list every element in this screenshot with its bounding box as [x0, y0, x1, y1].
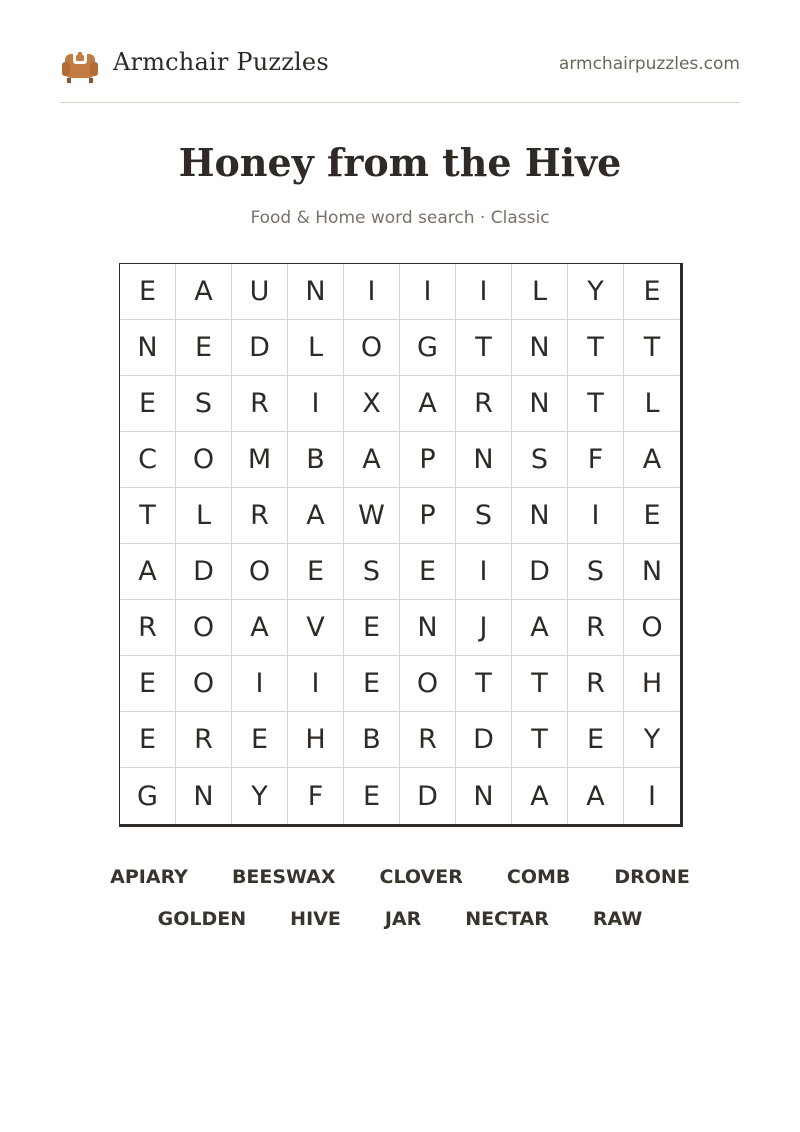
grid-cell[interactable]: I: [456, 544, 512, 600]
grid-cell[interactable]: R: [400, 712, 456, 768]
grid-cell[interactable]: E: [624, 264, 680, 320]
grid-cell[interactable]: R: [568, 656, 624, 712]
word-item: CLOVER: [379, 866, 463, 888]
grid-cell[interactable]: F: [288, 768, 344, 824]
grid-cell[interactable]: T: [568, 376, 624, 432]
grid-cell[interactable]: T: [568, 320, 624, 376]
grid-cell[interactable]: E: [176, 320, 232, 376]
grid-cell[interactable]: I: [344, 264, 400, 320]
grid-cell[interactable]: P: [400, 488, 456, 544]
grid-cell[interactable]: O: [344, 320, 400, 376]
grid-cell[interactable]: N: [456, 768, 512, 824]
word-item: HIVE: [290, 908, 341, 930]
grid-cell[interactable]: N: [512, 320, 568, 376]
grid-cell[interactable]: O: [232, 544, 288, 600]
grid-cell[interactable]: D: [232, 320, 288, 376]
grid-cell[interactable]: A: [568, 768, 624, 824]
grid-cell[interactable]: J: [456, 600, 512, 656]
grid-cell[interactable]: L: [176, 488, 232, 544]
word-item: JAR: [384, 908, 422, 930]
grid-cell[interactable]: E: [120, 264, 176, 320]
word-list: [100, 856, 700, 940]
brand-name: Armchair Puzzles: [113, 48, 329, 76]
grid-cell[interactable]: A: [288, 488, 344, 544]
grid-cell[interactable]: L: [512, 264, 568, 320]
grid-cell[interactable]: A: [120, 544, 176, 600]
grid-cell[interactable]: T: [624, 320, 680, 376]
grid-cell[interactable]: T: [512, 712, 568, 768]
grid-cell[interactable]: R: [456, 376, 512, 432]
grid-cell[interactable]: I: [400, 264, 456, 320]
grid-cell[interactable]: G: [400, 320, 456, 376]
grid-cell[interactable]: F: [568, 432, 624, 488]
grid-cell[interactable]: S: [568, 544, 624, 600]
letter-grid[interactable]: [119, 263, 683, 827]
grid-cell[interactable]: D: [400, 768, 456, 824]
grid-cell[interactable]: R: [176, 712, 232, 768]
grid-cell[interactable]: B: [288, 432, 344, 488]
grid-cell[interactable]: C: [120, 432, 176, 488]
grid-cell[interactable]: H: [624, 656, 680, 712]
word-item: COMB: [506, 866, 571, 888]
grid-cell[interactable]: N: [512, 488, 568, 544]
grid-cell[interactable]: U: [232, 264, 288, 320]
grid-cell[interactable]: Y: [624, 712, 680, 768]
grid-cell[interactable]: E: [400, 544, 456, 600]
grid-cell[interactable]: L: [288, 320, 344, 376]
word-item: RAW: [592, 908, 643, 930]
grid-cell[interactable]: E: [120, 656, 176, 712]
grid-cell[interactable]: D: [512, 544, 568, 600]
grid-cell[interactable]: S: [176, 376, 232, 432]
grid-cell[interactable]: N: [456, 432, 512, 488]
site-url[interactable]: armchairpuzzles.com: [558, 54, 740, 74]
grid-cell[interactable]: T: [456, 320, 512, 376]
armchair-icon: [62, 48, 98, 84]
grid-cell[interactable]: A: [176, 264, 232, 320]
word-list-row: [100, 856, 700, 898]
grid-cell[interactable]: E: [288, 544, 344, 600]
grid-cell[interactable]: R: [232, 376, 288, 432]
grid-cell[interactable]: O: [624, 600, 680, 656]
grid-cell[interactable]: P: [400, 432, 456, 488]
grid-cell[interactable]: O: [176, 600, 232, 656]
grid-cell[interactable]: Y: [232, 768, 288, 824]
grid-cell[interactable]: D: [176, 544, 232, 600]
grid-cell[interactable]: A: [400, 376, 456, 432]
grid-cell[interactable]: N: [512, 376, 568, 432]
grid-cell[interactable]: N: [176, 768, 232, 824]
grid-cell[interactable]: A: [512, 768, 568, 824]
grid-cell[interactable]: B: [344, 712, 400, 768]
grid-cell[interactable]: H: [288, 712, 344, 768]
grid-cell[interactable]: I: [648, 780, 656, 812]
grid-cell[interactable]: E: [120, 376, 176, 432]
word-item: DRONE: [614, 866, 690, 888]
grid-cell[interactable]: V: [288, 600, 344, 656]
grid-cell[interactable]: E: [232, 712, 288, 768]
grid-cell[interactable]: E: [344, 768, 400, 824]
grid-cell[interactable]: T: [120, 488, 176, 544]
grid-cell[interactable]: N: [288, 264, 344, 320]
grid-cell[interactable]: E: [624, 488, 680, 544]
grid-cell[interactable]: A: [232, 600, 288, 656]
grid-cell[interactable]: R: [568, 600, 624, 656]
puzzle-subtitle: Food & Home word search · Classic: [250, 208, 550, 228]
grid-cell[interactable]: O: [176, 656, 232, 712]
word-item: NECTAR: [465, 908, 549, 930]
grid-cell[interactable]: A: [512, 600, 568, 656]
grid-cell[interactable]: W: [344, 488, 400, 544]
grid-cell[interactable]: N: [624, 544, 680, 600]
grid-cell[interactable]: N: [120, 320, 176, 376]
grid-cell[interactable]: G: [120, 768, 176, 824]
grid-cell[interactable]: S: [344, 544, 400, 600]
grid-cell[interactable]: I: [456, 264, 512, 320]
grid-cell[interactable]: X: [344, 376, 400, 432]
puzzle-title: Honey from the Hive: [178, 140, 622, 185]
grid-cell[interactable]: Y: [568, 264, 624, 320]
grid-cell[interactable]: R: [232, 488, 288, 544]
grid-cell[interactable]: A: [624, 432, 680, 488]
grid-cell[interactable]: I: [232, 656, 288, 712]
grid-cell[interactable]: N: [400, 600, 456, 656]
word-item: GOLDEN: [157, 908, 247, 930]
grid-cell[interactable]: D: [456, 712, 512, 768]
grid-cell[interactable]: S: [456, 488, 512, 544]
grid-cell[interactable]: M: [232, 432, 288, 488]
grid-cell[interactable]: I: [568, 488, 624, 544]
word-item: APIARY: [110, 866, 188, 888]
grid-cell[interactable]: O: [176, 432, 232, 488]
grid-cell[interactable]: I: [288, 376, 344, 432]
word-list-row: [100, 898, 700, 940]
grid-cell[interactable]: L: [624, 376, 680, 432]
grid-cell[interactable]: S: [512, 432, 568, 488]
grid-cell[interactable]: E: [344, 600, 400, 656]
grid-cell[interactable]: I: [288, 656, 344, 712]
grid-cell[interactable]: E: [344, 656, 400, 712]
word-item: BEESWAX: [231, 866, 336, 888]
grid-cell[interactable]: R: [120, 600, 176, 656]
grid-cell[interactable]: T: [512, 656, 568, 712]
grid-cell[interactable]: T: [456, 656, 512, 712]
site-header: [60, 44, 740, 84]
grid-cell[interactable]: E: [120, 712, 176, 768]
header-divider: [60, 102, 740, 103]
grid-cell[interactable]: E: [568, 712, 624, 768]
grid-cell[interactable]: A: [344, 432, 400, 488]
grid-cell[interactable]: O: [400, 656, 456, 712]
